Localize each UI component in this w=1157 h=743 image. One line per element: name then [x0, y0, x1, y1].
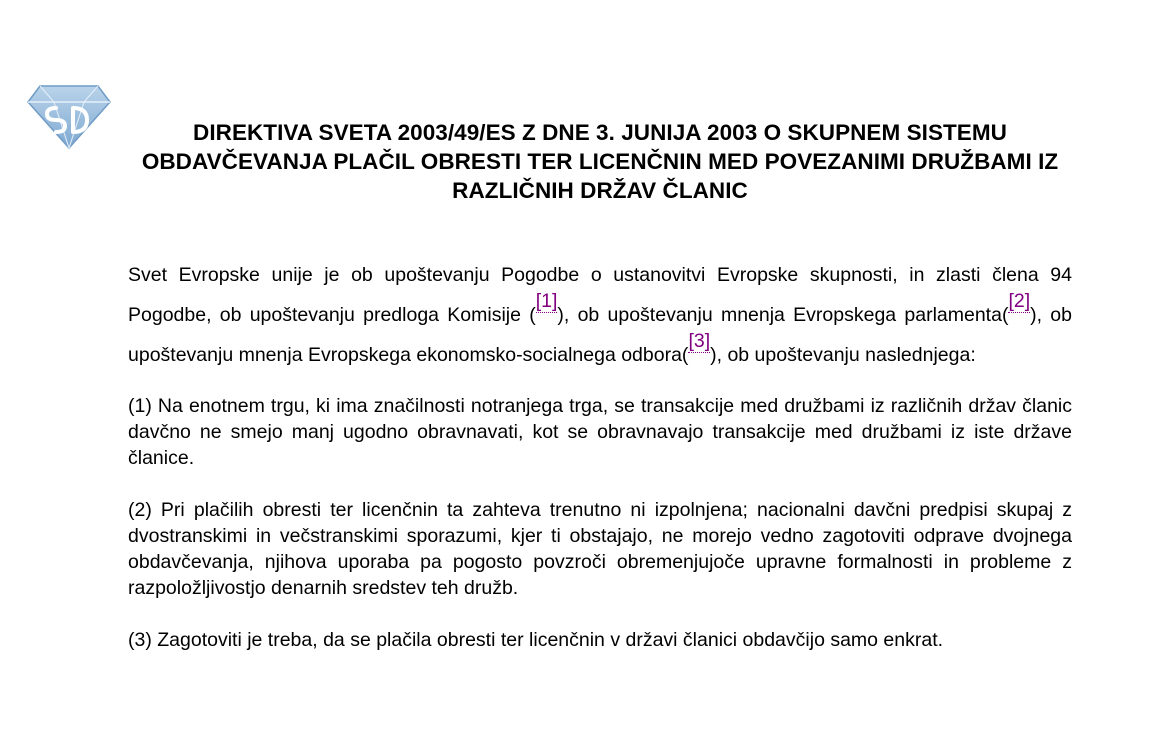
recital-paragraph-1: (1) Na enotnem trgu, ki ima značilnosti notranjega trga, se transakcije med družbami iz različnih držav članic davčno ne smejo manj ugodno obravnavati, kot se obravnavajo transakcije med družbami iz iste države članice. — [128, 395, 1072, 469]
diamond-logo-icon — [26, 78, 112, 150]
intro-text-3: ), ob upoštevanju mnenja Evropskega ekonomsko-socialnega odbora( — [128, 304, 1072, 366]
intro-text-4: ), ob upoštevanju naslednjega: — [710, 344, 976, 366]
recital-paragraph-2: (2) Pri plačilih obresti ter licenčnin ta zahteva trenutno ni izpolnjena; nacionalni davčni predpisi skupaj z dvostranskimi in večstranskimi sporazumi, kjer ti obstajajo, ne morejo vedno zagotoviti odprave dvojnega obdavčevanja, njihova uporaba pa pogosto povzroči obremenjujoče upravne formalnosti in probleme z razpoložljivostjo denarnih sredstev teh družb. — [128, 499, 1072, 599]
document-body — [128, 255, 1072, 653]
intro-text-2: ), ob upoštevanju mnenja Evropskega parlamenta( — [557, 304, 1009, 326]
intro-text-1: Svet Evropske unije je ob upoštevanju Pogodbe o ustanovitvi Evropske skupnosti, in zlasti člena 94 Pogodbe, ob upoštevanju predloga Komisije ( — [128, 264, 1072, 326]
intro-paragraph — [128, 255, 1072, 375]
footnote-link-3[interactable]: [3] — [688, 330, 711, 352]
recital-paragraph-3: (3) Zagotoviti je treba, da se plačila obresti ter licenčnin v državi članici obdavčijo samo enkrat. — [128, 629, 944, 651]
document-title: DIREKTIVA SVETA 2003/49/ES Z DNE 3. JUNIJA 2003 O SKUPNEM SISTEMU OBDAVČEVANJA PLAČIL OBRESTI TER LICENČNIN MED POVEZANIMI DRUŽBAMI IZ RAZLIČNIH DRŽAV ČLANIC — [141, 120, 1059, 203]
footnote-link-2[interactable]: [2] — [1008, 290, 1031, 312]
footnote-link-1[interactable]: [1] — [535, 290, 558, 312]
